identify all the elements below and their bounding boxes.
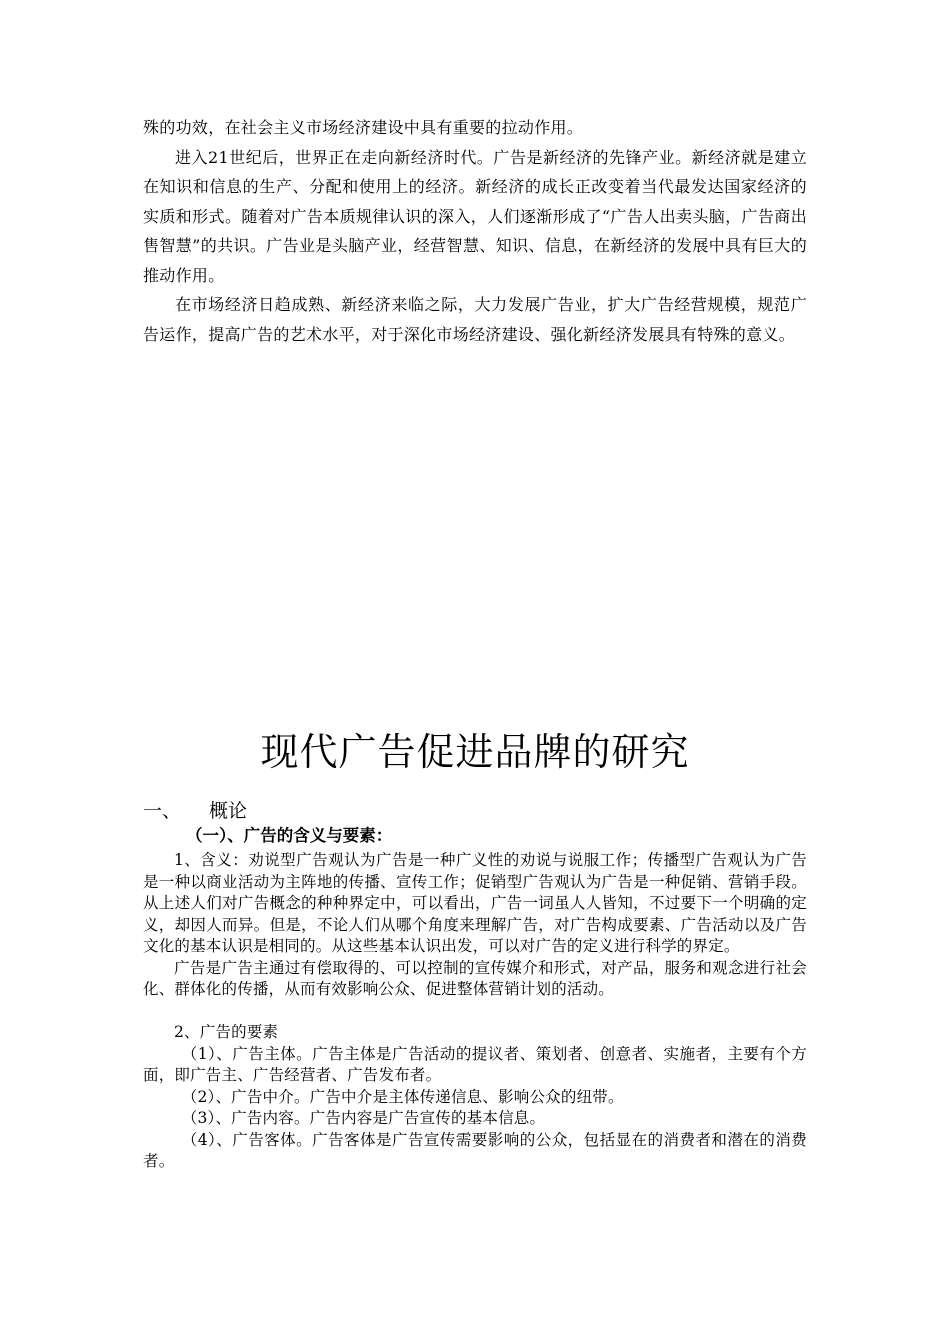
intro-paragraph-continued: 殊的功效，在社会主义市场经济建设中具有重要的拉动作用。 xyxy=(143,118,584,137)
intro-paragraph-new-economy: 进入21世纪后，世界正在走向新经济时代。广告是新经济的先锋产业。新经济就是建立在知识和信息的生产、分配和使用上的经济。新经济的成长正改变着当代最发达国家经济的实质和形式。随着对广告本质规律认识的深入，人们逐渐形成了“广告人出卖头脑，广告商出售智慧”的共识。广告业是头脑产业，经营智慧、知识、信息，在新经济的发展中具有巨大的推动作用。 xyxy=(143,147,807,285)
element-item-medium: （2）、广告中介。广告中介是主体传递信息、影响公众的纽带。 xyxy=(181,1087,624,1106)
section-heading xyxy=(143,798,247,824)
section-title: 概论 xyxy=(209,800,248,822)
elements-heading: 2、广告的要素 xyxy=(174,1023,279,1041)
page-title: 现代广告促进品牌的研究 xyxy=(260,730,690,774)
definition-paragraph: 1、含义：劝说型广告观认为广告是一种广义性的劝说与说服工作；传播型广告观认为广告是一种以商业活动为主阵地的传播、宣传工作；促销型广告观认为广告是一种促销、营销手段。从上述人们对广告概念的种种界定中，可以看出，广告一词虽人人皆知，不过要下一个明确的定义，却因人而异。但是，不论人们从哪个角度来理解广告，对广告构成要素、广告活动以及广告文化的基本认识是相同的。从这些基本认识出发，可以对广告的定义进行科学的界定。 xyxy=(143,851,807,955)
definition-summary-paragraph: 广告是广告主通过有偿取得的、可以控制的宣传媒介和形式，对产品，服务和观念进行社会化、群体化的传播，从而有效影响公众、促进整体营销计划的活动。 xyxy=(143,958,807,998)
intro-paragraph-significance: 在市场经济日趋成熟、新经济来临之际，大力发展广告业，扩大广告经营规模，规范广告运作，提高广告的艺术水平，对于深化市场经济建设、强化新经济发展具有特殊的意义。 xyxy=(143,295,807,344)
subsection-heading: （一）、广告的含义与要素： xyxy=(186,826,393,845)
intro-text-block xyxy=(143,113,807,349)
element-item-content: （3）、广告内容。广告内容是广告宣传的基本信息。 xyxy=(181,1109,546,1127)
blank-line xyxy=(143,1001,807,1023)
element-item-subject: （1）、广告主体。广告主体是广告活动的提议者、策划者、创意者、实施者，主要有个方面，即广告主、广告经营者、广告发布者。 xyxy=(143,1044,807,1084)
element-item-audience: （4）、广告客体。广告客体是广告宣传需要影响的公众，包括显在的消费者和潜在的消费者。 xyxy=(143,1130,807,1170)
body-text-block xyxy=(143,850,807,1173)
section-number: 一、 xyxy=(143,800,182,822)
